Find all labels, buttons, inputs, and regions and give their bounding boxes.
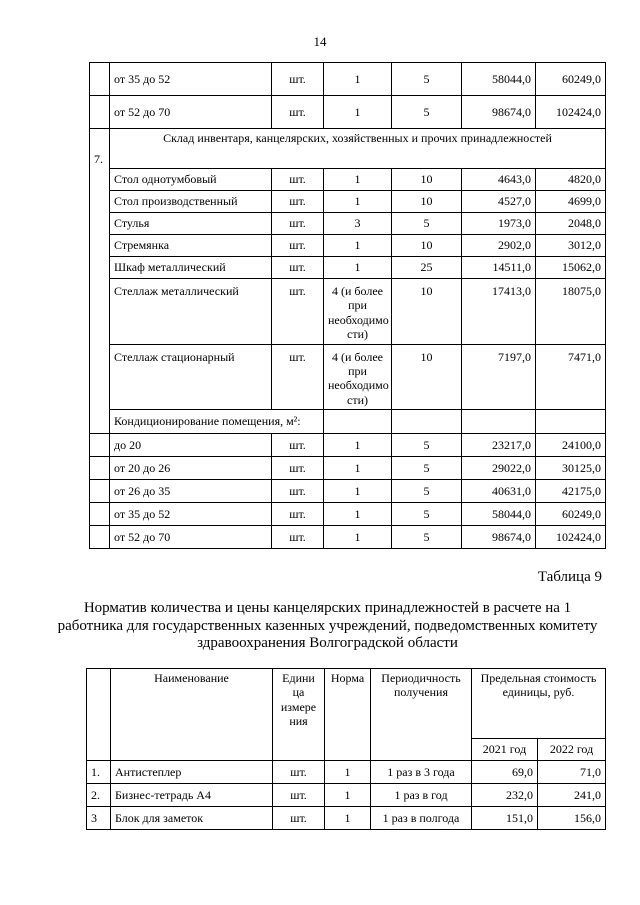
header-price: Предельная стоимость единицы, руб.: [472, 669, 606, 739]
item-price-2022: 4699,0: [536, 191, 606, 213]
item-unit: шт.: [272, 169, 324, 191]
row-number: 3: [87, 807, 111, 830]
header-period: Периодичность получения: [371, 669, 472, 761]
item-quantity: 1: [324, 480, 392, 503]
item-quantity: 1: [324, 96, 392, 129]
item-price-2022: 156,0: [538, 807, 606, 830]
item-quantity: 4 (и более при необходимо сти): [324, 279, 392, 345]
item-price-2021: 17413,0: [462, 279, 536, 345]
item-unit: шт.: [272, 457, 324, 480]
item-price-2021: 4527,0: [462, 191, 536, 213]
header-year-2021: 2021 год: [472, 739, 538, 761]
item-price-2022: 7471,0: [536, 344, 606, 410]
item-name: Стулья: [110, 213, 272, 235]
item-service-years: 5: [392, 480, 462, 503]
item-unit: шт.: [272, 235, 324, 257]
item-quantity: 1: [324, 434, 392, 457]
item-name: от 20 до 26: [110, 457, 272, 480]
item-name: от 52 до 70: [110, 96, 272, 129]
item-quantity: 1: [324, 503, 392, 526]
table-row: [87, 761, 606, 784]
section-number-cell: [90, 169, 110, 191]
item-unit: шт.: [272, 213, 324, 235]
item-price-2021: 98674,0: [462, 526, 536, 549]
item-quantity: 3: [324, 213, 392, 235]
table-row: [90, 457, 606, 480]
table-row: [90, 434, 606, 457]
table-row: [90, 63, 606, 96]
item-unit: шт.: [272, 63, 324, 96]
section-number-cell: [90, 213, 110, 235]
item-price-2021: 69,0: [472, 761, 538, 784]
item-price-2021: 58044,0: [462, 503, 536, 526]
item-price-2021: 2902,0: [462, 235, 536, 257]
item-name: Стол производственный: [110, 191, 272, 213]
item-price-2021: 151,0: [472, 807, 538, 830]
empty-cell: [536, 410, 606, 434]
item-unit: шт.: [272, 526, 324, 549]
item-price-2021: 40631,0: [462, 480, 536, 503]
item-unit: шт.: [273, 761, 325, 784]
item-name: Стеллаж стационарный: [110, 344, 272, 410]
item-price-2021: 7197,0: [462, 344, 536, 410]
section-number-cell: [90, 410, 110, 434]
item-quantity: 1: [324, 257, 392, 279]
item-service-years: 5: [392, 503, 462, 526]
item-price-2022: 30125,0: [536, 457, 606, 480]
item-service-years: 10: [392, 235, 462, 257]
item-unit: шт.: [272, 434, 324, 457]
item-price-2021: 29022,0: [462, 457, 536, 480]
item-name: Стремянка: [110, 235, 272, 257]
item-name: от 35 до 52: [110, 63, 272, 96]
item-name: Стол однотумбовый: [110, 169, 272, 191]
conditioning-label-row: [90, 410, 606, 434]
item-quantity: 1: [324, 457, 392, 480]
item-unit: шт.: [273, 784, 325, 807]
section-number: 7.: [90, 129, 110, 169]
item-unit: шт.: [272, 344, 324, 410]
empty-cell: [324, 410, 392, 434]
table-row: [90, 503, 606, 526]
section-number-cell: [90, 457, 110, 480]
item-unit: шт.: [272, 279, 324, 345]
table-row: [90, 191, 606, 213]
section-number-cell: [90, 344, 110, 410]
item-service-years: 25: [392, 257, 462, 279]
item-name: Стеллаж металлический: [110, 279, 272, 345]
item-name: от 35 до 52: [110, 503, 272, 526]
item-service-years: 5: [392, 96, 462, 129]
table-row: [90, 279, 606, 345]
header-year-2022: 2022 год: [538, 739, 606, 761]
item-name: Блок для заметок: [111, 807, 273, 830]
item-price-2022: 2048,0: [536, 213, 606, 235]
table-row: [90, 257, 606, 279]
table-row: [90, 480, 606, 503]
item-unit: шт.: [272, 96, 324, 129]
item-service-years: 5: [392, 63, 462, 96]
item-quantity: 4 (и более при необходимо сти): [324, 344, 392, 410]
section-row: [90, 129, 606, 169]
item-period: 1 раз в 3 года: [371, 761, 472, 784]
item-service-years: 5: [392, 457, 462, 480]
item-name: Бизнес-тетрадь А4: [111, 784, 273, 807]
section-number-cell: [90, 235, 110, 257]
item-quantity: 1: [324, 191, 392, 213]
section-title: Склад инвентаря, канцелярских, хозяйственных и прочих принадлежностей: [110, 129, 606, 169]
header-norm: Норма: [325, 669, 371, 761]
section-number-cell: [90, 526, 110, 549]
item-name: от 26 до 35: [110, 480, 272, 503]
table-row: [90, 235, 606, 257]
table-row: [90, 96, 606, 129]
item-norm: 1: [325, 807, 371, 830]
equipment-table: [89, 62, 606, 549]
section-number-cell: [90, 480, 110, 503]
empty-cell: [462, 410, 536, 434]
header-unit: Едини ца измере ния: [273, 669, 325, 761]
item-quantity: 1: [324, 169, 392, 191]
table-row: [90, 213, 606, 235]
item-period: 1 раз в год: [371, 784, 472, 807]
table-row: [87, 807, 606, 830]
item-name: Антистеплер: [111, 761, 273, 784]
item-unit: шт.: [272, 480, 324, 503]
table-row: [90, 344, 606, 410]
item-service-years: 10: [392, 344, 462, 410]
header-num: [87, 669, 111, 761]
item-price-2021: 98674,0: [462, 96, 536, 129]
section-number-cell: [90, 63, 110, 96]
stationery-table: [86, 668, 606, 830]
item-price-2022: 102424,0: [536, 96, 606, 129]
item-unit: шт.: [272, 257, 324, 279]
item-price-2022: 24100,0: [536, 434, 606, 457]
item-price-2022: 18075,0: [536, 279, 606, 345]
item-price-2021: 232,0: [472, 784, 538, 807]
item-price-2022: 42175,0: [536, 480, 606, 503]
item-unit: шт.: [273, 807, 325, 830]
item-price-2022: 60249,0: [536, 63, 606, 96]
row-number: 1.: [87, 761, 111, 784]
item-name: до 20: [110, 434, 272, 457]
item-norm: 1: [325, 761, 371, 784]
section-number-cell: [90, 279, 110, 345]
item-norm: 1: [325, 784, 371, 807]
conditioning-label: Кондиционирование помещения, м²:: [110, 410, 324, 434]
table-row: [90, 526, 606, 549]
item-price-2022: 60249,0: [536, 503, 606, 526]
item-quantity: 1: [324, 526, 392, 549]
item-price-2022: 15062,0: [536, 257, 606, 279]
table-9-label: Таблица 9: [537, 569, 602, 585]
item-price-2021: 14511,0: [462, 257, 536, 279]
item-price-2021: 58044,0: [462, 63, 536, 96]
item-price-2021: 4643,0: [462, 169, 536, 191]
item-service-years: 10: [392, 191, 462, 213]
table-row: [87, 784, 606, 807]
item-price-2022: 102424,0: [536, 526, 606, 549]
table-9-title: Норматив количества и цены канцелярских принадлежностей в расчете на 1 работника для государственных казенных учреждений, подведомственных комитету здравоохранения Волгоградской области: [57, 600, 598, 652]
item-service-years: 10: [392, 169, 462, 191]
section-number-cell: [90, 191, 110, 213]
item-service-years: 5: [392, 526, 462, 549]
item-price-2021: 1973,0: [462, 213, 536, 235]
item-price-2021: 23217,0: [462, 434, 536, 457]
section-number-cell: [90, 96, 110, 129]
empty-cell: [392, 410, 462, 434]
item-unit: шт.: [272, 503, 324, 526]
table-row: [90, 169, 606, 191]
page-number: 14: [313, 34, 327, 49]
item-name: от 52 до 70: [110, 526, 272, 549]
header-name: Наименование: [111, 669, 273, 761]
row-number: 2.: [87, 784, 111, 807]
section-number-cell: [90, 434, 110, 457]
item-name: Шкаф металлический: [110, 257, 272, 279]
item-service-years: 5: [392, 213, 462, 235]
section-number-cell: [90, 257, 110, 279]
item-price-2022: 3012,0: [536, 235, 606, 257]
item-quantity: 1: [324, 63, 392, 96]
item-price-2022: 4820,0: [536, 169, 606, 191]
section-number-cell: [90, 503, 110, 526]
item-quantity: 1: [324, 235, 392, 257]
item-service-years: 10: [392, 279, 462, 345]
item-price-2022: 71,0: [538, 761, 606, 784]
item-service-years: 5: [392, 434, 462, 457]
item-unit: шт.: [272, 191, 324, 213]
item-price-2022: 241,0: [538, 784, 606, 807]
item-period: 1 раз в полгода: [371, 807, 472, 830]
